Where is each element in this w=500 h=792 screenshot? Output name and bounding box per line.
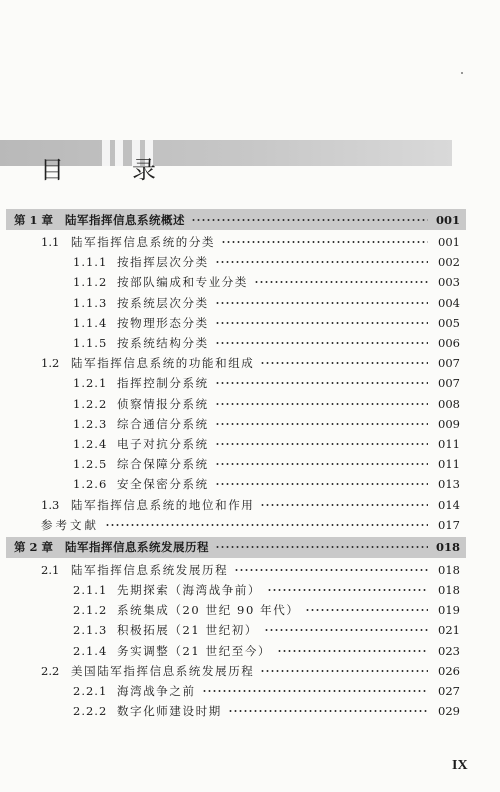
toc-section-number: 1.1.4	[73, 315, 108, 330]
toc-page-number: 017	[438, 517, 460, 532]
toc-entry-title: 陆军指挥信息系统的功能和组成	[71, 356, 255, 371]
page-number: IX	[452, 758, 468, 773]
dot-leader	[228, 706, 428, 716]
toc-entry-row[interactable]	[0, 313, 460, 333]
toc-section-number: 1.1.3	[73, 295, 108, 310]
toc-page-number: 001	[438, 235, 460, 250]
toc-page-number: 005	[438, 315, 460, 330]
toc-chapter-row[interactable]	[6, 209, 466, 230]
toc-section-number: 1.1.2	[73, 275, 108, 290]
toc-entry-title: 综合保障分系统	[117, 457, 209, 472]
dot-leader	[305, 605, 428, 615]
dot-leader	[215, 399, 428, 409]
toc-page-number: 013	[438, 477, 460, 492]
toc-entry-row[interactable]	[0, 641, 460, 661]
dot-leader	[260, 666, 428, 676]
toc-entry-row[interactable]	[0, 353, 460, 373]
toc-entry-row[interactable]	[0, 333, 460, 353]
toc-entry-row[interactable]	[0, 701, 460, 721]
dot-leader	[215, 318, 428, 328]
toc-page-number: 018	[435, 540, 460, 555]
toc-section-number: 1.1	[41, 235, 60, 250]
toc-page-number: 006	[438, 336, 460, 351]
toc-entry-title: 陆军指挥信息系统的分类	[71, 235, 216, 250]
toc-entry-row[interactable]	[0, 434, 460, 454]
toc-section-number: 1.3	[41, 497, 60, 512]
toc-page-number: 018	[438, 583, 460, 598]
dot-leader	[215, 298, 428, 308]
toc-section-number: 第 2 章	[14, 540, 54, 555]
toc-page-number: 021	[438, 623, 460, 638]
dot-leader	[221, 237, 428, 247]
toc-section-number: 2.1.1	[73, 583, 108, 598]
toc-entry-row[interactable]	[0, 232, 460, 252]
toc-page-number: 018	[438, 562, 460, 577]
dot-leader	[105, 520, 428, 530]
toc-page-number: 003	[438, 275, 460, 290]
dot-leader	[215, 338, 428, 348]
dot-leader	[215, 439, 428, 449]
toc-entry-row[interactable]	[0, 414, 460, 434]
toc-entry-row[interactable]	[0, 293, 460, 313]
toc-entry-row[interactable]	[0, 580, 460, 600]
toc-entry-title: 综合通信分系统	[117, 416, 209, 431]
toc-entry-title: 陆军指挥信息系统发展历程	[65, 540, 210, 555]
toc-entry-title: 按物理形态分类	[117, 315, 209, 330]
toc-section-number: 2.1.3	[73, 623, 108, 638]
toc-section-number: 2.1	[41, 562, 60, 577]
toc-section-number: 1.2.4	[73, 436, 108, 451]
toc-page-number: 001	[435, 212, 460, 227]
dot-leader	[267, 585, 428, 595]
dot-leader	[260, 358, 428, 368]
toc-entry-title: 美国陆军指挥信息系统发展历程	[71, 663, 255, 678]
toc-entry-row[interactable]	[0, 515, 460, 535]
toc-section-number: 1.2.3	[73, 416, 108, 431]
toc-page-number: 002	[438, 255, 460, 270]
toc-entry-title: 陆军指挥信息系统概述	[65, 212, 186, 227]
dot-leader	[215, 542, 428, 552]
toc-chapter-row[interactable]	[6, 537, 466, 558]
dot-leader	[215, 257, 428, 267]
toc-entry-title: 按系统结构分类	[117, 336, 209, 351]
toc-entry-title: 系统集成（20 世纪 90 年代）	[117, 603, 300, 618]
toc-entry-title: 务实调整（21 世纪至今）	[117, 643, 272, 658]
toc-section-number: 2.2.2	[73, 704, 108, 719]
dot-leader	[215, 479, 428, 489]
toc-section-number: 1.2.1	[73, 376, 108, 391]
toc-entry-title: 陆军指挥信息系统的地位和作用	[71, 497, 255, 512]
toc-entry-title: 先期探索（海湾战争前）	[117, 583, 262, 598]
toc-section-number: 1.1.5	[73, 336, 108, 351]
dot-leader	[234, 565, 428, 575]
toc-entry-row[interactable]	[0, 474, 460, 494]
toc-entry-row[interactable]	[0, 620, 460, 640]
toc-entry-row[interactable]	[0, 560, 460, 580]
toc-entry-title: 陆军指挥信息系统发展历程	[71, 562, 229, 577]
dot-leader	[215, 419, 428, 429]
toc-entry-title: 侦察情报分系统	[117, 396, 209, 411]
toc-page-number: 007	[438, 376, 460, 391]
toc-entry-title: 参考文献	[41, 517, 99, 532]
dot-leader	[215, 459, 428, 469]
toc-entry-row[interactable]	[0, 661, 460, 681]
dot-leader	[277, 646, 428, 656]
dot-leader	[254, 277, 428, 287]
toc-entry-row[interactable]	[0, 454, 460, 474]
toc-page-number: 011	[438, 457, 460, 472]
toc-page-number: 014	[438, 497, 460, 512]
toc-entry-row[interactable]	[0, 272, 460, 292]
toc-entry-row[interactable]	[0, 252, 460, 272]
dot-leader	[191, 215, 428, 225]
toc-entry-row[interactable]	[0, 494, 460, 514]
toc-entry-title: 按指挥层次分类	[117, 255, 209, 270]
dot-leader	[264, 625, 428, 635]
toc-entry-row[interactable]	[0, 394, 460, 414]
toc-section-number: 1.2	[41, 356, 60, 371]
toc-page-number: 004	[438, 295, 460, 310]
toc-entry-row[interactable]	[0, 373, 460, 393]
toc-page-number: 007	[438, 356, 460, 371]
toc-page-number: 011	[438, 436, 460, 451]
toc-section-number: 1.1.1	[73, 255, 108, 270]
dot-leader	[260, 500, 428, 510]
toc-entry-title: 指挥控制分系统	[117, 376, 209, 391]
toc-entry-title: 按部队编成和专业分类	[117, 275, 248, 290]
toc-entry-title: 电子对抗分系统	[117, 436, 209, 451]
toc-page-number: 027	[438, 684, 460, 699]
toc-section-number: 2.1.2	[73, 603, 108, 618]
toc-entry-title: 积极拓展（21 世纪初）	[117, 623, 258, 638]
dot-leader	[215, 378, 428, 388]
toc-page-number: 008	[438, 396, 460, 411]
toc-entry-title: 按系统层次分类	[117, 295, 209, 310]
toc-section-number: 1.2.6	[73, 477, 108, 492]
toc-page-number: 023	[438, 643, 460, 658]
page-title: 目 录	[40, 156, 178, 184]
toc-page-number: 019	[438, 603, 460, 618]
toc-page-number: 026	[438, 663, 460, 678]
toc-section-number: 1.2.5	[73, 457, 108, 472]
dot-leader	[202, 686, 428, 696]
toc-section-number: 2.2.1	[73, 684, 108, 699]
toc-section-number: 2.2	[41, 663, 60, 678]
toc-entry-title: 海湾战争之前	[117, 684, 196, 699]
scan-speck	[461, 72, 463, 74]
toc-page-number: 009	[438, 416, 460, 431]
toc-entry-row[interactable]	[0, 600, 460, 620]
toc-section-number: 第 1 章	[14, 212, 54, 227]
toc-page-number: 029	[438, 704, 460, 719]
toc-section-number: 2.1.4	[73, 643, 108, 658]
toc-entry-title: 安全保密分系统	[117, 477, 209, 492]
table-of-contents	[0, 207, 460, 721]
toc-section-number: 1.2.2	[73, 396, 108, 411]
toc-entry-title: 数字化师建设时期	[117, 704, 222, 719]
toc-entry-row[interactable]	[0, 681, 460, 701]
